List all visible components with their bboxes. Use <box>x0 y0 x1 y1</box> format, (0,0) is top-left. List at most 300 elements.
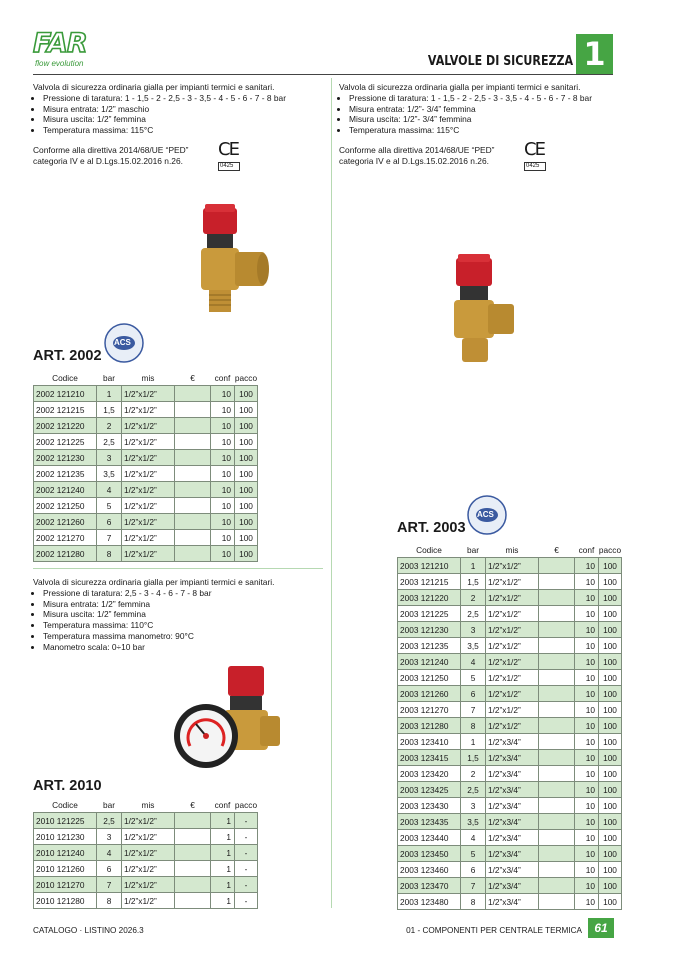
cell-bar: 3 <box>97 829 122 845</box>
cell-pacco: 100 <box>599 734 622 750</box>
table-row <box>34 386 258 402</box>
cell-price <box>175 546 211 562</box>
cell-conf: 10 <box>211 418 235 434</box>
cell-mis: 1/2”x3/4” <box>486 846 539 862</box>
cell-mis: 1/2”x3/4” <box>486 734 539 750</box>
cell-codice: 2003 121235 <box>398 638 461 654</box>
cell-price <box>175 861 211 877</box>
col-price: € <box>190 373 195 383</box>
cell-bar: 4 <box>461 654 486 670</box>
cell-conf: 1 <box>211 829 235 845</box>
cell-pacco: 100 <box>599 830 622 846</box>
cell-bar: 1,5 <box>461 574 486 590</box>
cell-conf: 10 <box>575 878 599 894</box>
cell-mis: 1/2”x1/2” <box>486 574 539 590</box>
cell-conf: 10 <box>211 386 235 402</box>
spec-item: • Misura entrata: 1/2” maschio <box>43 104 323 115</box>
cell-codice: 2002 121260 <box>34 514 97 530</box>
cell-conf: 10 <box>211 402 235 418</box>
table-row <box>398 606 622 622</box>
table-row <box>34 877 258 893</box>
cell-price <box>539 622 575 638</box>
cell-mis: 1/2”x1/2” <box>122 450 175 466</box>
table-row <box>398 654 622 670</box>
cell-price <box>539 670 575 686</box>
cell-price <box>539 638 575 654</box>
table-header <box>34 371 258 386</box>
cell-price <box>175 482 211 498</box>
cell-mis: 1/2”x3/4” <box>486 766 539 782</box>
cell-codice: 2003 121215 <box>398 574 461 590</box>
table-row <box>34 530 258 546</box>
ce-logo: CE <box>524 139 544 160</box>
cell-mis: 1/2”x1/2” <box>122 514 175 530</box>
spec-item: • Temperatura massima: 115°C <box>43 125 323 136</box>
table-row <box>398 702 622 718</box>
col-pacco: pacco <box>234 373 258 383</box>
cell-codice: 2003 121230 <box>398 622 461 638</box>
cell-pacco: 100 <box>599 670 622 686</box>
cell-bar: 7 <box>461 702 486 718</box>
conformity-line: Conforme alla direttiva 2014/68/UE “PED” <box>33 145 189 155</box>
spec-item: • Pressione di taratura: 1 - 1,5 - 2 - 2,5 - 3 - 3,5 - 4 - 5 - 6 - 7 - 8 bar <box>43 93 323 104</box>
cell-codice: 2003 121250 <box>398 670 461 686</box>
cell-pacco: 100 <box>235 530 258 546</box>
far-logo <box>33 29 101 59</box>
cell-codice: 2003 123480 <box>398 894 461 910</box>
col-price: € <box>190 800 195 810</box>
cell-price <box>539 766 575 782</box>
table-row <box>34 482 258 498</box>
cell-bar: 3,5 <box>461 638 486 654</box>
section-number: 1 <box>576 34 613 74</box>
table-row <box>398 734 622 750</box>
cell-codice: 2003 121210 <box>398 558 461 574</box>
cell-price <box>539 830 575 846</box>
page-title: VALVOLE DI SICUREZZA <box>427 53 573 69</box>
ce-number: 0425 <box>218 162 240 171</box>
spec-item: • Misura uscita: 1/2” femmina <box>43 114 323 125</box>
cell-mis: 1/2”x3/4” <box>486 862 539 878</box>
cell-bar: 5 <box>97 498 122 514</box>
cell-mis: 1/2”x1/2” <box>486 558 539 574</box>
cell-bar: 4 <box>97 845 122 861</box>
logo-tagline: flow evolution <box>35 59 84 68</box>
cell-bar: 2 <box>97 418 122 434</box>
col-mis: mis <box>141 373 155 383</box>
art-2003-title: ART. 2003 <box>397 520 466 536</box>
cell-codice: 2003 123420 <box>398 766 461 782</box>
cell-price <box>539 782 575 798</box>
cell-codice: 2003 123435 <box>398 814 461 830</box>
cell-price <box>539 590 575 606</box>
acs-label: ACS <box>477 510 494 519</box>
cell-pacco: - <box>235 829 258 845</box>
cell-codice: 2002 121235 <box>34 466 97 482</box>
cell-price <box>539 718 575 734</box>
cell-bar: 3 <box>97 450 122 466</box>
cell-mis: 1/2”x1/2” <box>486 638 539 654</box>
valve-2010-image <box>170 662 282 770</box>
col-conf: conf <box>214 373 231 383</box>
cell-codice: 2010 121225 <box>34 813 97 829</box>
valve-2002-image <box>185 200 275 320</box>
table-header <box>34 798 258 813</box>
cell-conf: 10 <box>211 530 235 546</box>
table-row <box>34 893 258 909</box>
spec-list <box>33 93 323 136</box>
ce-number: 0425 <box>524 162 546 171</box>
cell-codice: 2003 123415 <box>398 750 461 766</box>
cell-mis: 1/2”x1/2” <box>122 482 175 498</box>
table-row <box>398 846 622 862</box>
page-number: 61 <box>588 918 614 938</box>
desc-2010 <box>33 577 323 653</box>
cell-price <box>175 418 211 434</box>
cell-pacco: 100 <box>235 386 258 402</box>
cell-price <box>539 894 575 910</box>
cell-bar: 5 <box>461 846 486 862</box>
table-row <box>34 861 258 877</box>
cell-pacco: - <box>235 845 258 861</box>
cell-bar: 7 <box>97 530 122 546</box>
cell-price <box>539 686 575 702</box>
cell-mis: 1/2”x1/2” <box>486 654 539 670</box>
cell-codice: 2003 123430 <box>398 798 461 814</box>
table-row <box>398 878 622 894</box>
column-divider <box>331 78 332 908</box>
cell-mis: 1/2”x1/2” <box>486 686 539 702</box>
cell-conf: 10 <box>575 750 599 766</box>
cell-codice: 2003 121220 <box>398 590 461 606</box>
cell-conf: 10 <box>575 814 599 830</box>
cell-pacco: 100 <box>599 766 622 782</box>
table-row <box>34 418 258 434</box>
cell-price <box>539 574 575 590</box>
cell-pacco: - <box>235 861 258 877</box>
table-row <box>398 670 622 686</box>
cell-codice: 2003 123425 <box>398 782 461 798</box>
cell-conf: 10 <box>575 574 599 590</box>
conformity-line: categoria IV e al D.Lgs.15.02.2016 n.26. <box>33 155 183 166</box>
conformity-line: Conforme alla direttiva 2014/68/UE “PED” <box>339 145 495 155</box>
cell-conf: 10 <box>211 466 235 482</box>
cell-pacco: 100 <box>235 498 258 514</box>
cell-bar: 2,5 <box>461 782 486 798</box>
spec-item: • Misura uscita: 1/2”- 3/4” femmina <box>349 114 619 125</box>
cell-mis: 1/2”x1/2” <box>122 402 175 418</box>
cell-bar: 8 <box>97 546 122 562</box>
spec-item: • Temperatura massima: 110°C <box>43 620 323 631</box>
cell-mis: 1/2”x1/2” <box>122 546 175 562</box>
cell-mis: 1/2”x1/2” <box>486 702 539 718</box>
cell-mis: 1/2”x1/2” <box>122 530 175 546</box>
cell-conf: 10 <box>575 670 599 686</box>
spec-list <box>339 93 619 136</box>
spec-item: • Pressione di taratura: 2,5 - 3 - 4 - 6 - 7 - 8 bar <box>43 588 323 599</box>
cell-mis: 1/2”x1/2” <box>122 813 175 829</box>
cell-conf: 10 <box>575 558 599 574</box>
cell-pacco: 100 <box>599 862 622 878</box>
cell-codice: 2003 121280 <box>398 718 461 734</box>
desc-2002 <box>33 82 323 136</box>
cell-pacco: - <box>235 813 258 829</box>
cell-price <box>175 813 211 829</box>
col-bar: bar <box>103 373 115 383</box>
cell-bar: 4 <box>97 482 122 498</box>
ce-mark-2002 <box>218 140 240 171</box>
cell-bar: 4 <box>461 830 486 846</box>
cell-price <box>175 434 211 450</box>
cell-pacco: 100 <box>235 466 258 482</box>
cell-bar: 3 <box>461 798 486 814</box>
cell-codice: 2002 121230 <box>34 450 97 466</box>
desc-title: Valvola di sicurezza ordinaria gialla per impianti termici e sanitari. <box>339 82 581 92</box>
cell-conf: 10 <box>575 894 599 910</box>
table-row <box>34 402 258 418</box>
cell-pacco: 100 <box>599 686 622 702</box>
spec-item: • Misura uscita: 1/2” femmina <box>43 609 323 620</box>
cell-bar: 2 <box>461 590 486 606</box>
conformity-2003 <box>339 145 494 166</box>
cell-pacco: 100 <box>599 622 622 638</box>
cell-pacco: 100 <box>235 514 258 530</box>
cell-pacco: - <box>235 877 258 893</box>
cell-codice: 2002 121210 <box>34 386 97 402</box>
cell-price <box>539 878 575 894</box>
table-row <box>34 450 258 466</box>
cell-pacco: 100 <box>235 482 258 498</box>
col-bar: bar <box>467 545 479 555</box>
table-row <box>398 622 622 638</box>
footer-section: 01 - COMPONENTI PER CENTRALE TERMICA <box>406 926 582 935</box>
cell-price <box>175 514 211 530</box>
cell-conf: 10 <box>575 734 599 750</box>
cell-price <box>539 862 575 878</box>
table-row <box>398 766 622 782</box>
cell-conf: 10 <box>575 862 599 878</box>
cell-pacco: 100 <box>235 546 258 562</box>
cell-bar: 1,5 <box>461 750 486 766</box>
spec-item: • Misura entrata: 1/2”- 3/4” femmina <box>349 104 619 115</box>
cell-codice: 2003 121270 <box>398 702 461 718</box>
desc-title: Valvola di sicurezza ordinaria gialla per impianti termici e sanitari. <box>33 82 275 92</box>
spec-item: • Manometro scala: 0÷10 bar <box>43 642 323 653</box>
cell-conf: 1 <box>211 893 235 909</box>
table-2003 <box>397 543 622 910</box>
table-row <box>398 862 622 878</box>
col-mis: mis <box>505 545 519 555</box>
cell-pacco: 100 <box>599 574 622 590</box>
table-header <box>398 543 622 558</box>
cell-bar: 6 <box>461 686 486 702</box>
cell-mis: 1/2”x1/2” <box>486 718 539 734</box>
table-row <box>398 638 622 654</box>
cell-codice: 2003 121240 <box>398 654 461 670</box>
cell-price <box>175 893 211 909</box>
ce-logo: CE <box>218 139 238 160</box>
cell-codice: 2002 121250 <box>34 498 97 514</box>
cell-price <box>539 654 575 670</box>
cell-conf: 10 <box>211 514 235 530</box>
table-row <box>34 813 258 829</box>
cell-mis: 1/2”x1/2” <box>122 877 175 893</box>
cell-pacco: 100 <box>235 402 258 418</box>
cell-bar: 3,5 <box>461 814 486 830</box>
cell-pacco: 100 <box>599 606 622 622</box>
cell-pacco: 100 <box>599 878 622 894</box>
footer-catalog: CATALOGO · LISTINO 2026.3 <box>33 926 144 935</box>
cell-codice: 2003 121225 <box>398 606 461 622</box>
cell-bar: 1,5 <box>97 402 122 418</box>
cell-codice: 2003 123460 <box>398 862 461 878</box>
cell-price <box>539 846 575 862</box>
cell-pacco: 100 <box>599 750 622 766</box>
cell-price <box>539 702 575 718</box>
cell-pacco: 100 <box>599 798 622 814</box>
cell-codice: 2010 121260 <box>34 861 97 877</box>
cell-codice: 2010 121280 <box>34 893 97 909</box>
cell-pacco: 100 <box>235 450 258 466</box>
cell-bar: 3,5 <box>97 466 122 482</box>
cell-codice: 2003 123410 <box>398 734 461 750</box>
spec-item: • Misura entrata: 1/2” femmina <box>43 599 323 610</box>
table-row <box>398 718 622 734</box>
cell-bar: 2 <box>461 766 486 782</box>
cell-codice: 2003 123440 <box>398 830 461 846</box>
col-mis: mis <box>141 800 155 810</box>
cell-conf: 1 <box>211 813 235 829</box>
table-row <box>34 514 258 530</box>
spec-list <box>33 588 323 653</box>
cell-pacco: 100 <box>599 702 622 718</box>
cell-conf: 10 <box>211 498 235 514</box>
table-row <box>398 830 622 846</box>
cell-price <box>539 750 575 766</box>
cell-conf: 10 <box>575 782 599 798</box>
cell-pacco: 100 <box>599 846 622 862</box>
cell-mis: 1/2”x3/4” <box>486 750 539 766</box>
cell-codice: 2010 121230 <box>34 829 97 845</box>
cell-bar: 5 <box>461 670 486 686</box>
cell-codice: 2003 123470 <box>398 878 461 894</box>
cell-mis: 1/2”x1/2” <box>122 845 175 861</box>
table-row <box>34 546 258 562</box>
col-conf: conf <box>578 545 595 555</box>
cell-codice: 2002 121240 <box>34 482 97 498</box>
col-price: € <box>554 545 559 555</box>
acs-label: ACS <box>114 338 131 347</box>
cell-bar: 7 <box>461 878 486 894</box>
cell-mis: 1/2”x1/2” <box>122 498 175 514</box>
cell-price <box>539 606 575 622</box>
table-row <box>398 574 622 590</box>
spec-item: • Pressione di taratura: 1 - 1,5 - 2 - 2,5 - 3 - 3,5 - 4 - 5 - 6 - 7 - 8 bar <box>349 93 619 104</box>
conformity-2002 <box>33 145 188 166</box>
cell-codice: 2002 121225 <box>34 434 97 450</box>
cell-mis: 1/2”x1/2” <box>122 434 175 450</box>
cell-codice: 2002 121270 <box>34 530 97 546</box>
cell-conf: 10 <box>575 830 599 846</box>
cell-price <box>539 798 575 814</box>
cell-price <box>175 829 211 845</box>
table-row <box>398 686 622 702</box>
cell-conf: 10 <box>575 686 599 702</box>
art-2010-title: ART. 2010 <box>33 778 102 794</box>
cell-codice: 2002 121280 <box>34 546 97 562</box>
cell-conf: 10 <box>575 798 599 814</box>
cell-price <box>175 466 211 482</box>
cell-conf: 10 <box>211 482 235 498</box>
cell-mis: 1/2”x3/4” <box>486 894 539 910</box>
cell-price <box>175 386 211 402</box>
col-codice: Codice <box>52 373 78 383</box>
table-row <box>398 814 622 830</box>
logo-text: FAR <box>33 28 87 59</box>
section-divider <box>33 568 323 569</box>
cell-price <box>539 558 575 574</box>
cell-price <box>175 498 211 514</box>
cell-bar: 8 <box>461 718 486 734</box>
cell-conf: 10 <box>211 434 235 450</box>
cell-mis: 1/2”x1/2” <box>486 590 539 606</box>
cell-mis: 1/2”x1/2” <box>486 622 539 638</box>
table-row <box>34 845 258 861</box>
cell-mis: 1/2”x1/2” <box>122 893 175 909</box>
conformity-line: categoria IV e al D.Lgs.15.02.2016 n.26. <box>339 155 489 166</box>
col-bar: bar <box>103 800 115 810</box>
table-2002 <box>33 371 258 562</box>
cell-mis: 1/2”x1/2” <box>486 670 539 686</box>
cell-mis: 1/2”x3/4” <box>486 878 539 894</box>
cell-conf: 10 <box>575 638 599 654</box>
cell-conf: 10 <box>575 846 599 862</box>
table-row <box>398 558 622 574</box>
cell-conf: 10 <box>575 606 599 622</box>
cell-pacco: 100 <box>599 718 622 734</box>
cell-mis: 1/2”x1/2” <box>122 466 175 482</box>
cell-pacco: 100 <box>599 814 622 830</box>
cell-price <box>539 814 575 830</box>
cell-bar: 2,5 <box>461 606 486 622</box>
desc-title: Valvola di sicurezza ordinaria gialla per impianti termici e sanitari. <box>33 577 275 587</box>
cell-conf: 10 <box>575 766 599 782</box>
col-conf: conf <box>214 800 231 810</box>
table-row <box>34 466 258 482</box>
cell-pacco: 100 <box>599 638 622 654</box>
cell-bar: 2,5 <box>97 434 122 450</box>
table-row <box>398 894 622 910</box>
cell-price <box>175 450 211 466</box>
table-row <box>398 782 622 798</box>
cell-mis: 1/2”x1/2” <box>486 606 539 622</box>
cell-pacco: 100 <box>599 782 622 798</box>
cell-price <box>175 845 211 861</box>
cell-pacco: 100 <box>235 418 258 434</box>
col-codice: Codice <box>52 800 78 810</box>
cell-mis: 1/2”x1/2” <box>122 861 175 877</box>
cell-pacco: 100 <box>599 558 622 574</box>
cell-pacco: 100 <box>599 654 622 670</box>
cell-conf: 10 <box>575 654 599 670</box>
col-pacco: pacco <box>234 800 258 810</box>
table-2010 <box>33 798 258 909</box>
title-divider <box>33 74 613 75</box>
cell-conf: 1 <box>211 861 235 877</box>
cell-conf: 10 <box>211 546 235 562</box>
col-pacco: pacco <box>598 545 622 555</box>
table-row <box>398 590 622 606</box>
